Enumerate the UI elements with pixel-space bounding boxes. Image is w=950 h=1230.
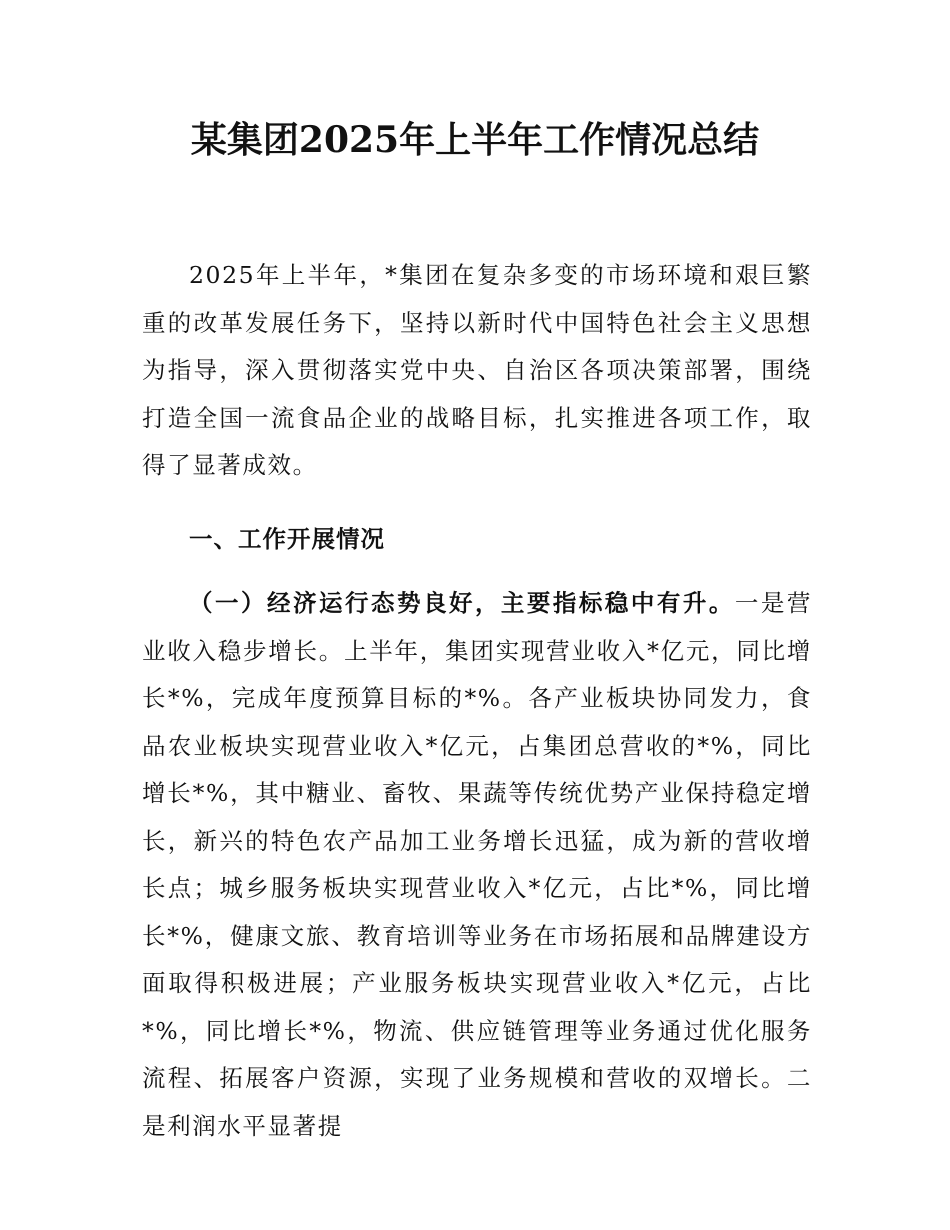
section-heading: 一、工作开展情况 [189, 525, 385, 553]
subsection-paragraph [142, 580, 812, 1220]
document-title: 某集团2025年上半年工作情况总结 [190, 119, 760, 161]
subsection-text: 一是营业收入稳步增长。上半年，集团实现营业收入*亿元，同比增长*%，完成年度预算目标的*%。各产业板块协同发力，食品农业板块实现营业收入*亿元，占集团总营收的*%，同比增长*%，其中糖业、畜牧、果蔬等传统优势产业保持稳定增长，新兴的特色农产品加工业务增长迅猛，成为新的营收增长点；城乡服务板块实现营业收入*亿元，占比*%，同比增长*%，健康文旅、教育培训等业务在市场拓展和品牌建设方面取得积极进展；产业服务板块实现营业收入*亿元，占比*%，同比增长*%，物流、供应链管理等业务通过优化服务流程、拓展客户资源，实现了业务规模和营收的双增长。二是利润水平显著提 [142, 589, 812, 1140]
intro-paragraph: 2025年上半年，*集团在复杂多变的市场环境和艰巨繁重的改革发展任务下，坚持以新时代中国特色社会主义思想为指导，深入贯彻落实党中央、自治区各项决策部署，围绕打造全国一流食品企业的战略目标，扎实推进各项工作，取得了显著成效。 [142, 261, 812, 479]
subsection-lead: （一）经济运行态势良好，主要指标稳中有升。 [189, 589, 735, 617]
